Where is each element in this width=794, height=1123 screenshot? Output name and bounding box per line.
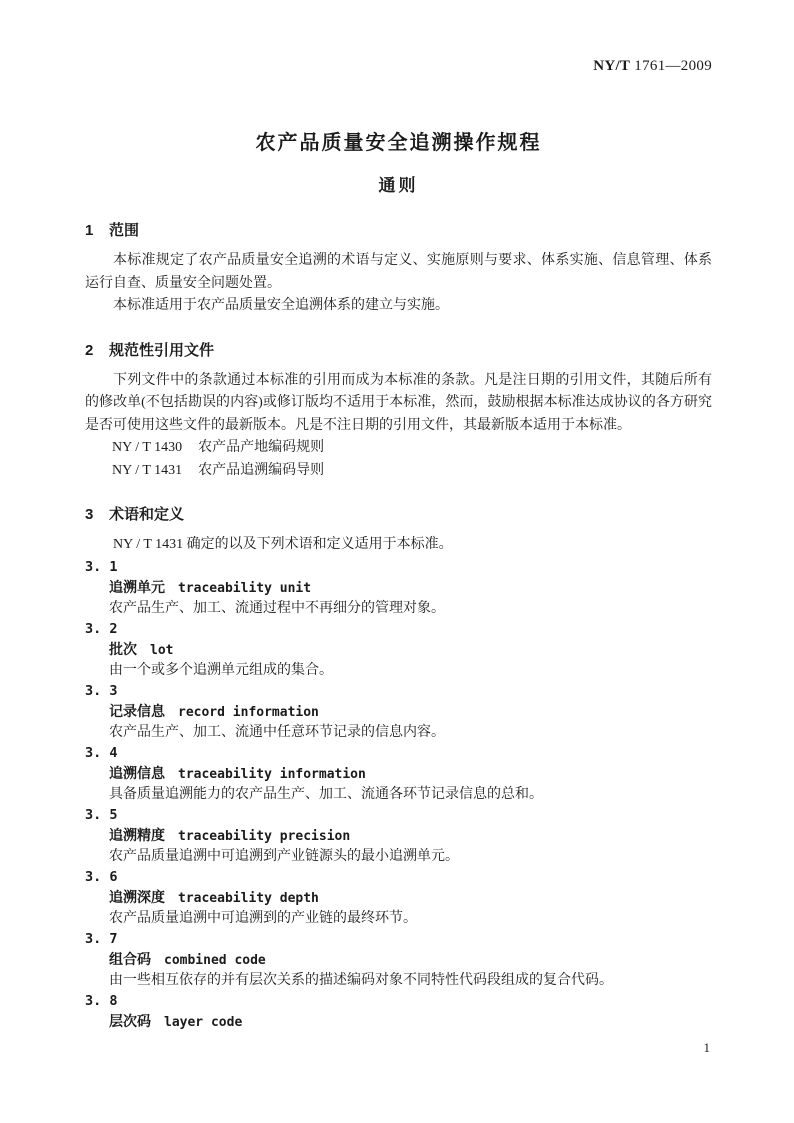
term-heading [85,949,712,971]
term-english: traceability information [178,766,366,782]
term-definition: 由一些相互依存的并有层次关系的描述编码对象不同特性代码段组成的复合代码。 [109,972,613,988]
section-heading [85,220,712,242]
term-definition: 农产品生产、加工、流通中任意环节记录的信息内容。 [109,724,445,740]
term-definition: 农产品生产、加工、流通过程中不再细分的管理对象。 [109,600,445,616]
standard-code-number: 1761—2009 [634,58,712,74]
term-heading [85,639,712,661]
term-definition: 由一个或多个追溯单元组成的集合。 [109,662,333,678]
term-english: combined code [164,952,266,968]
term-chinese: 组合码 [109,950,151,967]
body-paragraph: 下列文件中的条款通过本标准的引用而成为本标准的条款。凡是注日期的引用文件，其随后所有的修改单(不包括勘误的内容)或修订版均不适用于本标准，然而，鼓励根据本标准达成协议的各方研究是否可使用这些文件的最新版本。凡是不注日期的引用文件，其最新版本适用于本标准。 [85,372,712,433]
body-paragraph: 本标准规定了农产品质量安全追溯的术语与定义、实施原则与要求、体系实施、信息管理、体系运行自查、质量安全问题处置。 [85,253,712,291]
clause-number: 3. 7 [85,930,118,947]
document-content [85,0,712,1033]
term-heading [85,577,712,599]
term-definition: 农产品质量追溯中可追溯到的产业链的最终环节。 [109,910,417,926]
section-title: 规范性引用文件 [109,341,215,359]
term-heading [85,887,712,909]
section-title: 范围 [109,222,140,239]
clause-number: 3. 1 [85,558,118,575]
sections-container [85,220,712,1033]
clause-number: 3. 2 [85,620,118,637]
page-number: 1 [703,1040,710,1055]
term-heading [85,701,712,723]
section-number: 3 [85,506,94,523]
term-english: record information [178,704,319,720]
reference-code: NY / T 1431 [112,462,183,478]
clause-number: 3. 8 [85,992,118,1009]
term-chinese: 追溯信息 [109,764,165,781]
term-chinese: 记录信息 [109,702,165,719]
document-subtitle: 通则 [378,176,419,195]
term-chinese: 追溯单元 [109,578,165,595]
terms-list [85,557,712,1033]
reference-title: 农产品产地编码规则 [198,440,325,455]
term-chinese: 批次 [109,640,137,657]
term-definition: 具备质量追溯能力的农产品生产、加工、流通各环节记录信息的总和。 [109,786,543,802]
term-chinese: 追溯精度 [109,826,165,843]
term-english: layer code [164,1014,243,1030]
section-number: 2 [85,341,94,359]
section-heading [85,504,712,526]
term-heading [85,825,712,847]
term-chinese: 追溯深度 [109,888,165,905]
section-title: 术语和定义 [109,506,185,523]
normative-reference [85,437,712,460]
clause-number: 3. 3 [85,682,118,699]
term-heading [85,1011,712,1033]
document-title: 农产品质量安全追溯操作规程 [255,132,542,154]
section-heading [85,340,712,362]
term-english: traceability depth [178,890,319,906]
term-chinese: 层次码 [109,1012,151,1029]
term-english: traceability precision [178,828,351,844]
clause-number: 3. 5 [85,806,118,823]
clause-number: 3. 6 [85,868,118,885]
term-english: lot [150,642,174,658]
term-definition: 农产品质量追溯中可追溯到产业链源头的最小追溯单元。 [109,848,459,864]
clause-number: 3. 4 [85,744,118,761]
reference-code: NY / T 1430 [112,440,183,455]
term-heading [85,763,712,785]
normative-reference [85,460,712,483]
body-paragraph: NY / T 1431 确定的以及下列术语和定义适用于本标准。 [113,537,453,552]
section-number: 1 [85,222,94,239]
standard-code-prefix: NY/T [593,58,631,74]
reference-title: 农产品追溯编码导则 [198,462,325,478]
body-paragraph: 本标准适用于农产品质量安全追溯体系的建立与实施。 [113,298,449,313]
term-english: traceability unit [178,580,312,596]
